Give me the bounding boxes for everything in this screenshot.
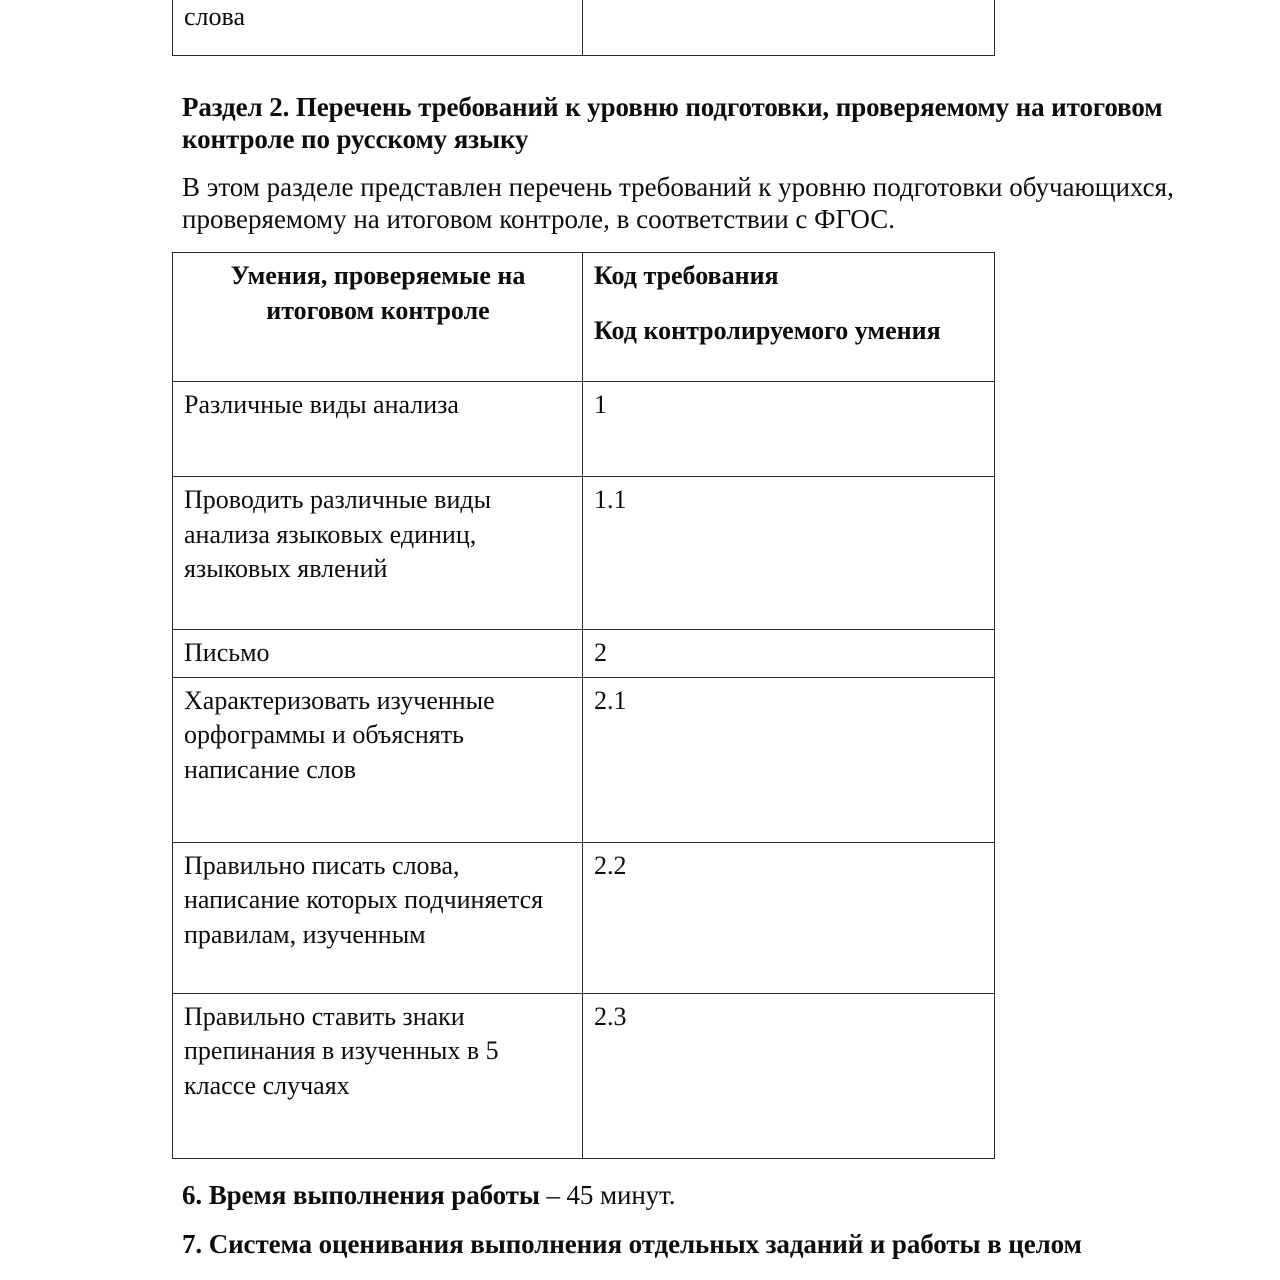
section2-heading: Раздел 2. Перечень требований к уровню подготовки, проверяемому на итоговом контроле по русскому языку [182,92,1163,154]
table-row [173,842,995,993]
table-cell-code: 2.3 [583,993,995,1158]
section7-heading: 7. Система оценивания выполнения отдельных заданий и работы в целом [182,1229,1082,1259]
section6-heading-bold: 6. Время выполнения работы [182,1180,540,1210]
table-cell-skill: Правильно писать слова, написание которых подчиняется правилам, изученным [173,842,583,993]
table-cell-skill: Различные виды анализа [173,382,583,477]
table-cell-code: 2.1 [583,677,995,842]
requirements-table [172,252,995,1159]
table-cell-code: 2.2 [583,842,995,993]
column-header-skills: Умения, проверяемые на итоговом контроле [173,253,583,382]
table-header-row [173,253,995,382]
table-row [173,382,995,477]
table-cell-code: 1 [583,382,995,477]
section6-heading-value: – 45 минут. [539,1180,676,1210]
column-header-code [583,253,995,382]
section6-heading [182,1180,1192,1212]
table-cell-skill: слова [173,0,583,56]
column-header-code-line2: Код контролируемого умения [594,315,941,345]
table-row [173,630,995,678]
table-cell-skill: Письмо [173,630,583,678]
top-table-container [172,0,994,56]
section2-intro-paragraph: В этом разделе представлен перечень требований к уровню подготовки обучающихся, проверяемому на итоговом контроле, в соответствии с ФГОС. [182,172,1174,234]
table-cell-code: 1.1 [583,477,995,630]
table-cell-skill: Проводить различные виды анализа языковых единиц, языковых явлений [173,477,583,630]
table-row [173,993,995,1158]
table-cell-code [583,0,995,56]
table-cell-skill: Правильно ставить знаки препинания в изученных в 5 классе случаях [173,993,583,1158]
table-row [173,677,995,842]
table-cell-code: 2 [583,630,995,678]
table-cell-skill: Характеризовать изученные орфограммы и объяснять написание слов [173,677,583,842]
top-table [172,0,995,56]
table-row [173,477,995,630]
column-header-code-line1: Код требования [594,261,779,290]
requirements-table-container [172,252,994,1159]
table-row [173,0,995,56]
